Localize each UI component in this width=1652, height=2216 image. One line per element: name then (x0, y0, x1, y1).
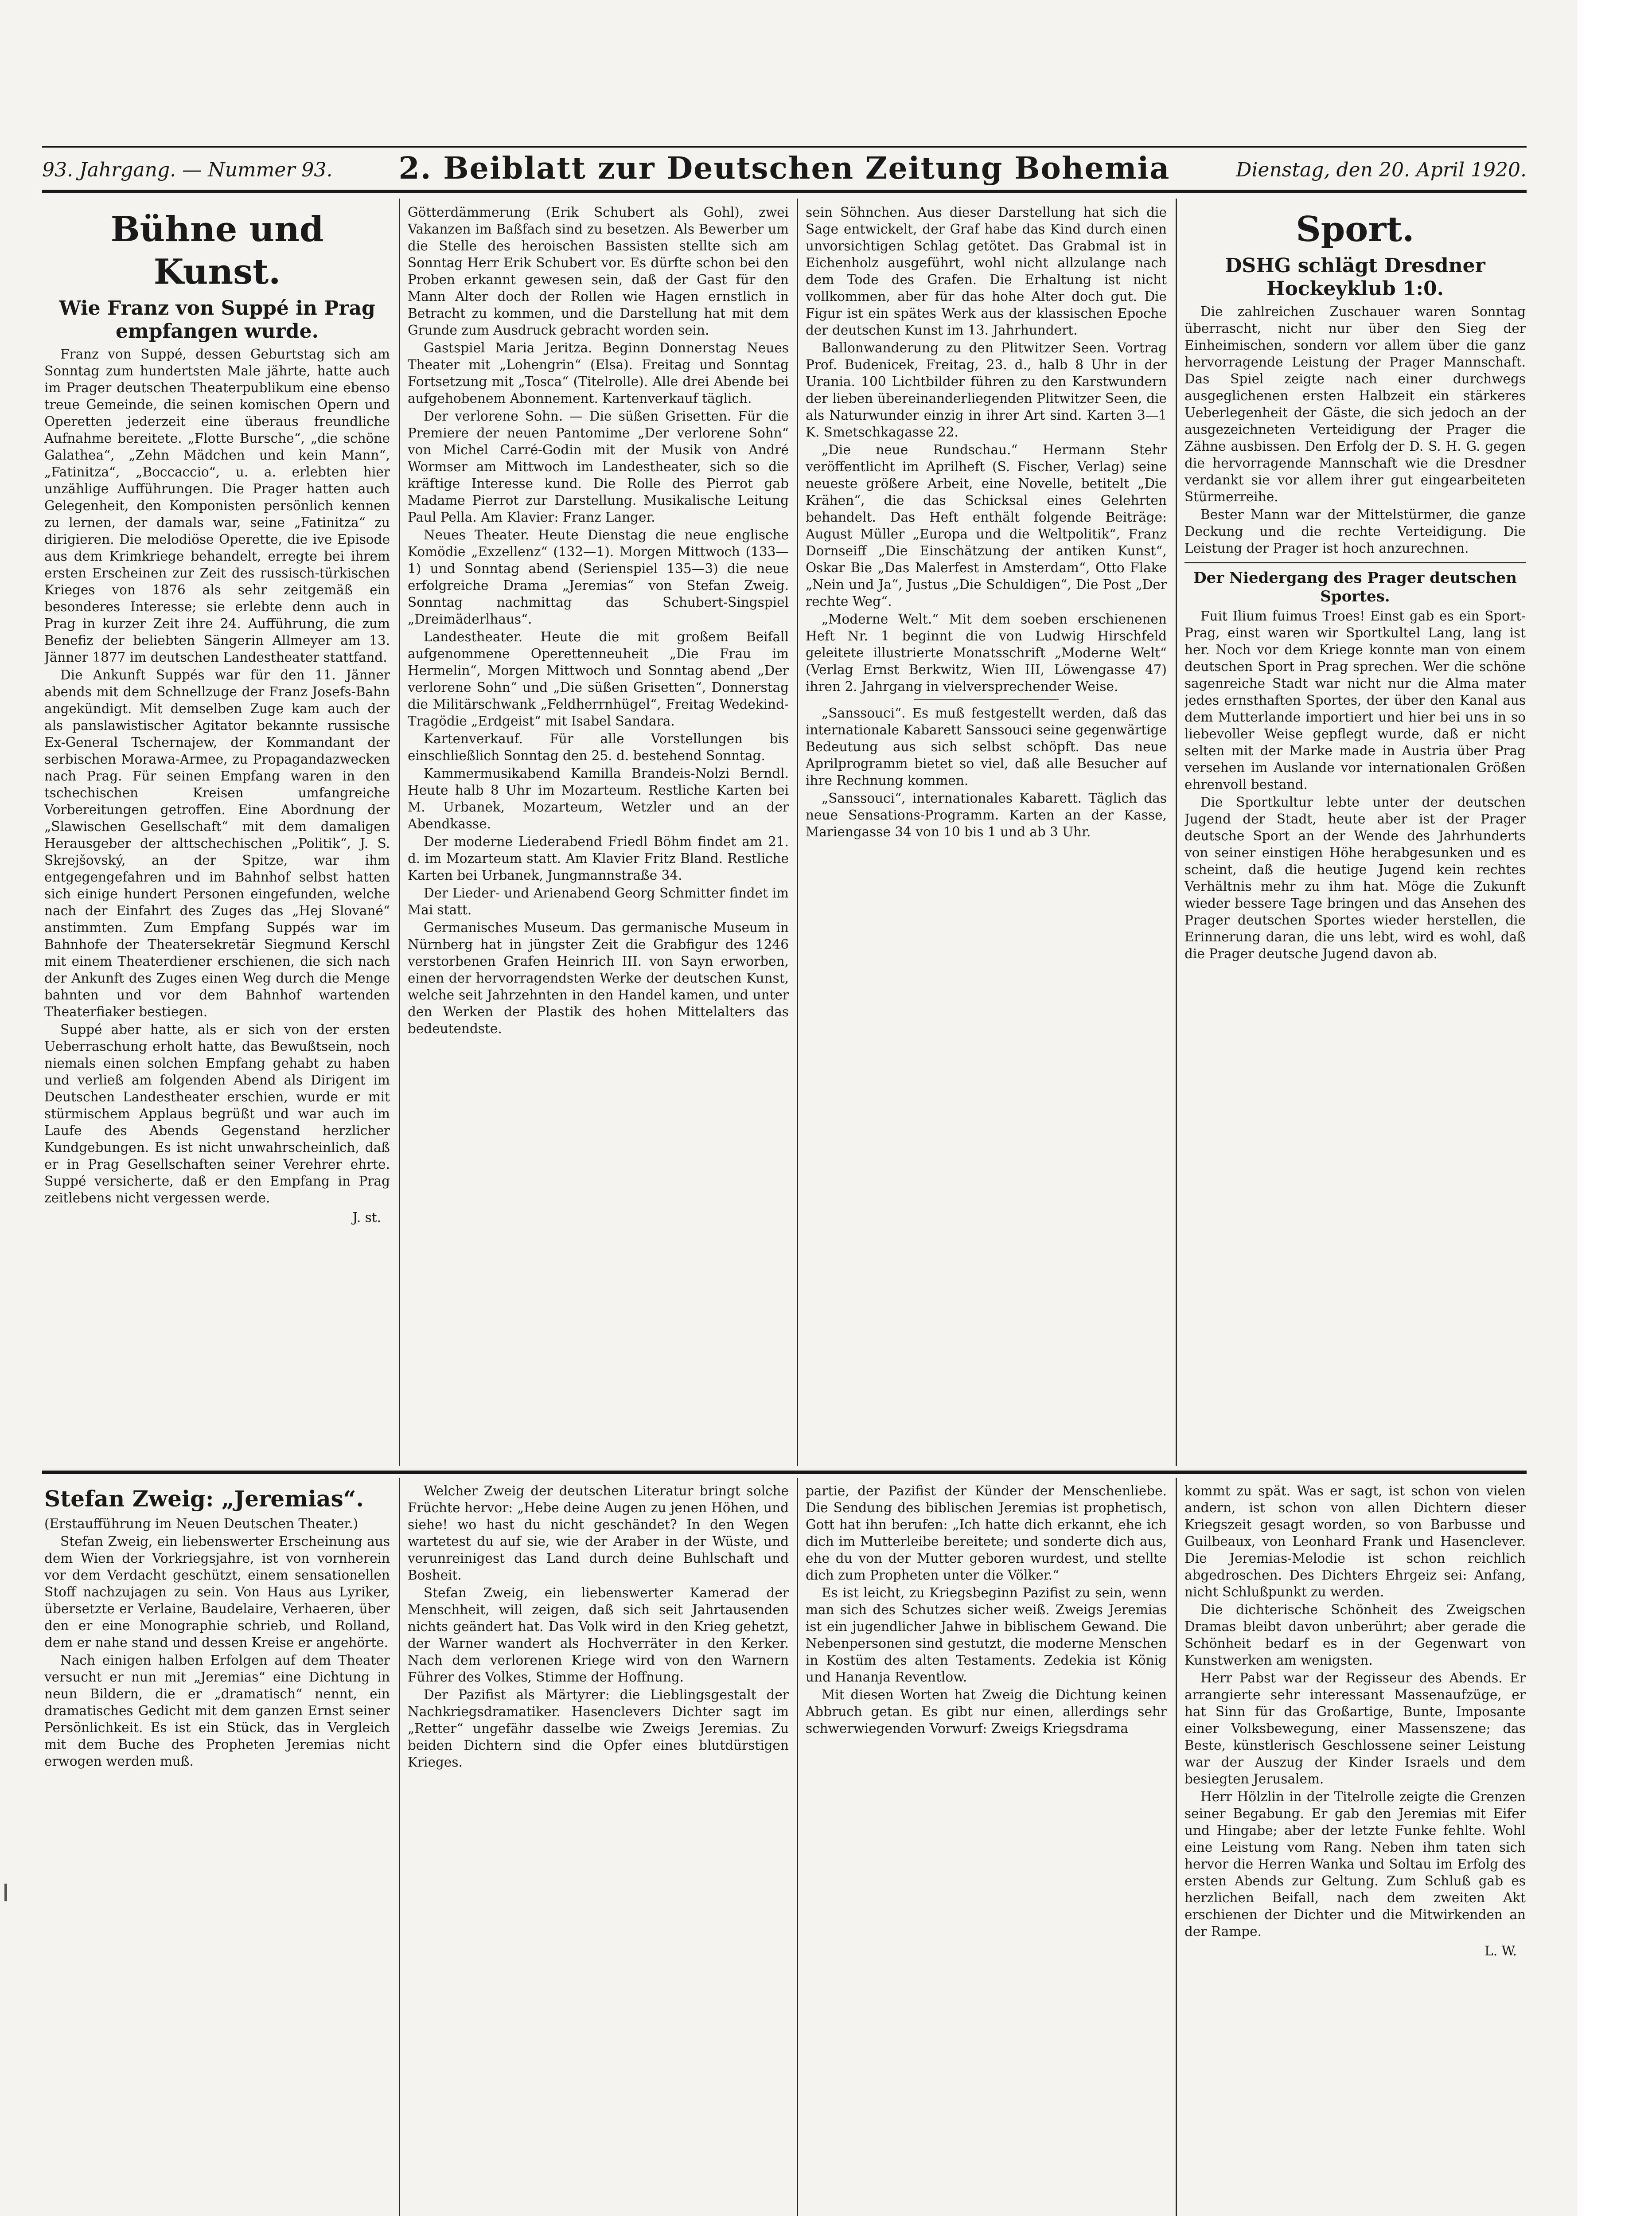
paragraph: Germanisches Museum. Das germanische Museum in Nürnberg hat in jüngster Zeit die Grabfigur des 1246 verstorbenen Grafen Heinrich III. von Sayn erworben, einen der hervorragendsten Werke der deutschen Kunst, welche seit Jahrzehnten in den Handel kamen, und unter den Werken der Plastik des hohen Mittelalters das bedeutendste. (408, 920, 789, 1036)
column-zweig-review-1 (44, 1483, 390, 2216)
paragraph: Nach einigen halben Erfolgen auf dem Theater versucht er nun mit „Jeremias“ eine Dichtung in neun Bildern, die er „dramatisch“ nennt, ein dramatisches Gedicht mit dem ganzen Ernst seiner Persönlichkeit. Es ist ein Stück, das in Vergleich mit dem Buche des Propheten Jeremias nicht erwogen werden muß. (44, 1653, 390, 1769)
section-title: Bühne und Kunst. (110, 209, 324, 292)
paragraph: Stefan Zweig, ein liebenswerter Kamerad der Menschheit, will zeigen, daß sich seit Jahrtausenden nichts geändert hat. Das Volk wird in den Krieg gehetzt, der Warner wandert als Hochverräter in den Kerker. Nach dem verlorenen Kriege wird von den Warnern Führer des Volkes, Stimme der Hoffnung. (408, 1585, 789, 1685)
column-theater-news (408, 204, 789, 1465)
paragraph: Welcher Zweig der deutschen Literatur bringt solche Früchte hervor: „Hebe deine Augen zu jenen Höhen, und siehe! wo hast du nicht geschändet? In den Wegen wartetest du auf sie, wie der Araber in der Wüste, und verunreinigest das Land durch deine Buhlschaft und Bosheit. (408, 1483, 789, 1583)
paragraph: Die Sportkultur lebte unter der deutschen Jugend der Stadt, heute aber ist der Prager deutsche Sport an der Wende des Jahrhunderts von seiner einstigen Höhe herabgesunken und es scheint, daß die heutige Jugend kein rechtes Verhältnis mehr zu ihm hat. Möge die Zukunft wieder bessere Tage bringen und das Ansehen des Prager deutschen Sportes wieder herstellen, die Erinnerung daran, die uns lebt, wird es wohl, daß die Prager deutsche Jugend davon ab. (1184, 795, 1526, 961)
paragraph: Gastspiel Maria Jeritza. Beginn Donnerstag Neues Theater mit „Lohengrin“ (Elsa). Freitag und Sonntag Fortsetzung mit „Tosca“ (Titelrolle). Alle drei Abende bei aufgehobenem Abonnement. Kartenverkauf täglich. (408, 340, 789, 406)
paragraph: Mit diesen Worten hat Zweig die Dichtung keinen Abbruch getan. Es gibt nur einen, allerdings sehr schwerwiegenden Vorwurf: Zweigs Kriegsdrama (806, 1687, 1167, 1736)
paragraph: Suppé aber hatte, als er sich von der ersten Ueberraschung erholt hatte, das Bewußtsein, noch niemals einen solchen Empfang gehabt zu haben und verließ am folgenden Abend als Dirigent im Deutschen Landestheater erschien, wurde er mit stürmischem Applaus begrüßt und war auch im Laufe des Abends Gegenstand herzlicher Kundgebungen. Es ist nicht unwahrscheinlich, daß er in Prag Gesellschaften seiner Verehrer ehrte. Suppé versicherte, daß er den Empfang in Prag zeitlebens nicht vergessen werde. (44, 1022, 390, 1206)
signature: L. W. (1484, 1943, 1517, 1959)
divider (1184, 562, 1526, 563)
masthead-rule (42, 190, 1527, 193)
paragraph: Ballonwanderung zu den Plitwitzer Seen. Vortrag Prof. Budenicek, Freitag, 23. d., halb 8 Uhr in der Urania. 100 Lichtbilder führen zu den Karstwundern der lieben übereinanderliegenden Plitwitzer Seen, die als Naturwunder einzig in ihrer Art sind. Karten 3—1 K. Smetschkagasse 22. (806, 340, 1167, 440)
column-sport (1184, 204, 1526, 1465)
paragraph: Es ist leicht, zu Kriegsbeginn Pazifist zu sein, wenn man sich des Schutzes sicher weiß. Zweigs Jeremias ist ein jugendlicher Jahwe in biblischem Gewand. Die Nebenpersonen sind gestutzt, die moderne Menschen in Kostüm des alten Testaments. Zedekia ist König und Hananja Reventlow. (806, 1585, 1167, 1685)
article-headline: Wie Franz von Suppé in Prag empfangen wurde. (59, 297, 375, 343)
paragraph: „Moderne Welt.“ Mit dem soeben erschienenen Heft Nr. 1 beginnt die von Ludwig Hirschfeld geleitete illustrierte Monatsschrift „Moderne Welt“ (Verlag Ernst Berkwitz, Wien III, Löwengasse 47) ihren 2. Jahrgang in vielversprechender Weise. (806, 612, 1167, 694)
supplement-title: 2. Beiblatt zur Deutschen Zeitung Bohemia (398, 151, 1170, 186)
paragraph: „Sanssouci“, internationales Kabarett. Täglich das neue Sensations-Programm. Karten an der Kasse, Mariengasse 34 von 10 bis 1 und ab 3 Uhr. (806, 791, 1167, 839)
paragraph: Der Pazifist als Märtyrer: die Lieblingsgestalt der Nachkriegsdramatiker. Hasenclevers Dichter sagt im „Retter“ ungefähr dasselbe wie Zweigs Jeremias. Zu beiden Dichtern sind die Opfer eines blutdürstigen Krieges. (408, 1687, 789, 1770)
paragraph: Der verlorene Sohn. — Die süßen Grisetten. Für die Premiere der neuen Pantomime „Der verlorene Sohn“ von Michel Carré-Godin mit der Musik von André Wormser am Mittwoch im Landestheater, sich so die kräftige Interesse kund. Die Rolle des Pierrot gab Madame Pierrot zur Darstellung. Musikalische Leitung Paul Pella. Am Klavier: Franz Langer. (408, 409, 789, 525)
paragraph: „Sanssouci“. Es muß festgestellt werden, daß das internationale Kabarett Sanssouci seine gegenwärtige Bedeutung aus sich selbst schöpft. Das neue Aprilprogramm bietet so viel, daß alle Besucher auf ihre Rechnung kommen. (806, 706, 1167, 788)
paragraph: Landestheater. Heute die mit großem Beifall aufgenommene Operettenneuheit „Die Frau im Hermelin“, Morgen Mittwoch und Sonntag abend „Der verlorene Sohn“ und „Die süßen Grisetten“, Donnerstag die Militärschwank „Feldherrnhügel“, Freitag Wedekind-Tragödie „Erdgeist“ mit Isabel Sandara. (408, 629, 789, 729)
article-headline: DSHG schlägt Dresdner Hockeyklub 1:0. (1225, 254, 1485, 300)
paragraph: Stefan Zweig, ein liebenswerter Erscheinung aus dem Wien der Vorkriegsjahre, ist von vornherein vor dem Verdacht geschützt, einem sensationellen Stoff nachzujagen zu sein. Von Haus aus Lyriker, übersetzte er Verlaine, Baudelaire, Verhaeren, über den er eine Monographie schrieb, und Rolland, dem er nahe stand und dessen Kreise er angehörte. (44, 1534, 390, 1650)
column-notices (806, 204, 1167, 1465)
paragraph: Herr Pabst war der Regisseur des Abends. Er arrangierte sehr interessant Massenaufzüge, er hat Sinn für das Großartige, Bunte, Imposante einer Volksbewegung, einer Massenszene; das Beste, künstlerisch Geschlossene seiner Leistung war der Auszug der Kinder Israels und dem besiegten Jerusalem. (1184, 1670, 1526, 1787)
divider (914, 699, 1059, 700)
column-zweig-review-3 (806, 1483, 1167, 2216)
column-zweig-review-2 (408, 1483, 789, 2216)
column-divider (1176, 1478, 1177, 2216)
paragraph: Herr Hölzlin in der Titelrolle zeigte die Grenzen seiner Begabung. Er gab den Jeremias mit Eifer und Hingabe; aber der letzte Funke fehlte. Wohl eine Leistung vom Rang. Neben ihm taten sich hervor die Herren Wanka und Soltau im Erfolg des ersten Abends zur Geltung. Zum Schluß gab es herzlichen Beifall, nach dem zweiten Akt erschienen der Dichter und die Mitwirkenden an der Rampe. (1184, 1789, 1526, 1939)
paragraph: sein Söhnchen. Aus dieser Darstellung hat sich die Sage entwickelt, der Graf habe das Kind durch einen unvorsichtigen Schlag getötet. Das Grabmal ist in Eichenholz ausgeführt, wohl nicht allzulange nach dem Tode des Grafen. Die Erhaltung ist nicht vollkommen, aber für das hohe Alter doch gut. Die Figur ist ein spätes Werk aus der klassischen Epoche der deutschen Kunst im 13. Jahrhundert. (806, 205, 1167, 338)
paragraph: Kammermusikabend Kamilla Brandeis-Nolzi Berndl. Heute halb 8 Uhr im Mozarteum. Restliche Karten bei M. Urbanek, Mozarteum, Wetzler und an der Abendkasse. (408, 766, 789, 831)
column-buehne-und-kunst (44, 204, 390, 1465)
article-headline: Stefan Zweig: „Jeremias“. (44, 1486, 364, 1512)
paragraph: Götterdämmerung (Erik Schubert als Gohl), zwei Vakanzen im Baßfach sind zu besetzen. Als Bewerber um die Stelle des heroischen Bassisten stellte sich am Sonntag Herr Erik Schubert vor. Es dürfte schon bei den Proben erkannt gewesen sein, daß der Gast für den Mann Alter doch der Rollen wie Hagen ernstlich in Betracht zu kommen, und die Darstellung hat mit dem Grunde zum Ausdruck gebracht worden sein. (408, 205, 789, 338)
paragraph: Neues Theater. Heute Dienstag die neue englische Komödie „Exzellenz“ (132—1). Morgen Mittwoch (133—1) und Sonntag abend (Serienspiel 135—3) die neue erfolgreiche Drama „Jeremias“ von Stefan Zweig. Sonntag nachmittag das Schubert-Singspiel „Dreimäderlhaus“. (408, 527, 789, 627)
issue-date: Dienstag, den 20. April 1920. (1236, 159, 1527, 181)
page-edge (1578, 0, 1652, 2216)
paragraph: Die Ankunft Suppés war für den 11. Jänner abends mit dem Schnellzuge der Franz Josefs-Bahn angekündigt. Mit demselben Zuge kam auch der als panslawistischer Agitator bekannte russische Ex-General Tschernajew, der Kommandant der serbischen Morawa-Armee, zu Propagandazwecken nach Prag. Für seinen Empfang waren in den tschechischen Kreisen umfangreiche Vorbereitungen getroffen. Eine Abordnung der „Slawischen Gesellschaft“ mit dem damaligen Herausgeber der alttschechischen „Politik“, J. S. Skrejšovský, an der Spitze, war ihm entgegengefahren und im Bahnhof selbst hatten sich einige hundert Personen eingefunden, welche nach der Einfahrt des Zuges das „Hej Slované“ anstimmten. Zum Empfang Suppés war im Bahnhofe der Theatersekretär Siegmund Kerschl mit einem Theaterdiener erschienen, die sich nach der Ankunft des Zuges einen Weg durch die Menge bahnten und vor dem Bahnhof wartenden Theaterfiaker bestiegen. (44, 667, 390, 1019)
section-rule (42, 1471, 1527, 1474)
article-dek: (Erstaufführung im Neuen Deutschen Theater.) (44, 1516, 358, 1531)
paragraph: Fuit Ilium fuimus Troes! Einst gab es ein Sport-Prag, einst waren wir Sportkultel Lang, lang ist her. Noch vor dem Kriege konnte man von einem deutschen Sport in Prag sprechen. Wer die schöne sagenreiche Stadt war nicht nur die Alma mater jedes ernsthaften Sportes, der über den Kanal aus dem Mutterlande importiert und hier bei uns in so liebevoller Weise gepflegt wurde, daß er nicht selten mit der Marke made in Austria über Prag versehen im Auslande vor internationalen Größen ehrenvoll bestand. (1184, 609, 1526, 792)
paragraph: Der Lieder- und Arienabend Georg Schmitter findet im Mai statt. (408, 886, 789, 917)
paragraph: partie, der Pazifist der Künder der Menschenliebe. Die Sendung des biblischen Jeremias ist prophetisch, Gott hat ihn berufen: „Ich hatte dich erkannt, ehe ich dich im Mutterleibe bereitete; und sonderte dich aus, ehe du von der Mutter geboren wurdest, und stellte dich zum Propheten unter die Völker.“ (806, 1483, 1167, 1583)
issue-number: 93. Jahrgang. — Nummer 93. (42, 159, 333, 181)
paragraph: Franz von Suppé, dessen Geburtstag sich am Sonntag zum hundertsten Male jährte, hatte auch im Prager deutschen Theaterpublikum eine ebenso treue Gemeinde, die seinen komischen Opern und Operetten jederzeit eine überaus freundliche Aufnahme bereitete. „Flotte Bursche“, „die schöne Galathea“, „Zehn Mädchen und kein Mann“, „Fatinitza“, „Boccaccio“, u. a. erlebten hier unzählige Aufführungen. Die Prager hatten auch Gelegenheit, den Komponisten persönlich kennen zu lernen, der damals war, seine „Fatinitza“ zu dirigieren. Die melodiöse Operette, die ive Episode aus dem Krimkriege behandelt, erregte bei ihrem ersten Erscheinen zur Zeit des russisch-türkischen Krieges von 1876 als sehr zeitgemäß ein besonderes Interesse; sie erlebte denn auch in Prag in kurzer Zeit ihre 24. Aufführung, die zum Benefiz der beliebten Sängerin Allmeyer am 13. Jänner 1877 im deutschen Landestheater stattfand. (44, 347, 390, 665)
paragraph: Kartenverkauf. Für alle Vorstellungen bis einschließlich Sonntag den 25. d. bestehend Sonntag. (408, 731, 789, 763)
column-zweig-review-4 (1184, 1483, 1526, 2216)
column-divider (797, 1478, 798, 2216)
column-divider (399, 1478, 400, 2216)
column-divider (399, 199, 400, 1466)
masthead (42, 151, 1527, 188)
paragraph: „Die neue Rundschau.“ Hermann Stehr veröffentlicht im Aprilheft (S. Fischer, Verlag) seine neueste größere Arbeit, eine Novelle, betitelt „Die Krähen“, die das Schicksal eines Gelehrten behandelt. Das Heft enthält folgende Beiträge: August Müller „Europa und die Weltpolitik“, Franz Dornseiff „Die Einschätzung der antiken Kunst“, Oskar Bie „Das Malerfest in Amsterdam“, Otto Flake „Nein und Ja“, Justus „Die Schuldigen“, Die Post „Der rechte Weg“. (806, 442, 1167, 609)
paragraph: Bester Mann war der Mittelstürmer, die ganze Deckung und die rechte Verteidigung. Die Leistung der Prager ist hoch anzurechnen. (1184, 507, 1526, 556)
column-divider (797, 199, 798, 1466)
column-divider (1176, 199, 1177, 1466)
paragraph: kommt zu spät. Was er sagt, ist schon von vielen andern, ist schon von allen Dichtern dieser Kriegszeit gesagt worden, so von Barbusse und Guilbeaux, von Leonhard Frank und Hasenclever. Die Jeremias-Melodie ist schon reichlich abgedroschen. Des Dichters Ehrgeiz sei: Anfang, nicht Schlußpunkt zu werden. (1184, 1483, 1526, 1600)
signature: J. st. (352, 1210, 381, 1225)
paragraph: Die dichterische Schönheit des Zweigschen Dramas bleibt davon unberührt; aber gerade die Schönheit bedarf es in der Gegenwart von Kunstwerken am wenigsten. (1184, 1602, 1526, 1668)
paragraph: Der moderne Liederabend Friedl Böhm findet am 21. d. im Mozarteum statt. Am Klavier Fritz Bland. Restliche Karten bei Urbanek, Jungmannstraße 34. (408, 834, 789, 883)
top-rule (42, 146, 1527, 148)
article-headline: Der Niedergang des Prager deutschen Sportes. (1193, 569, 1517, 605)
scan-speck (4, 1884, 7, 1901)
section-title: Sport. (1296, 209, 1414, 250)
paragraph: Die zahlreichen Zuschauer waren Sonntag überrascht, nicht nur über den Sieg der Einheimischen, sondern vor allem über die ganz hervorragende Leistung der Prager Mannschaft. Das Spiel zeigte nach einer durchwegs ausgeglichenen ersten Halbzeit ein stärkeres Ueberlegenheit der Gäste, die sich jedoch an der ausgezeichneten Verteidigung der Prager die Zähne ausbissen. Den Erfolg der D. S. H. G. gegen die hervorragende Mannschaft wie die Dresdner verdankt sie vor allem ihrer gut eingearbeiteten Stürmerreihe. (1184, 304, 1526, 504)
